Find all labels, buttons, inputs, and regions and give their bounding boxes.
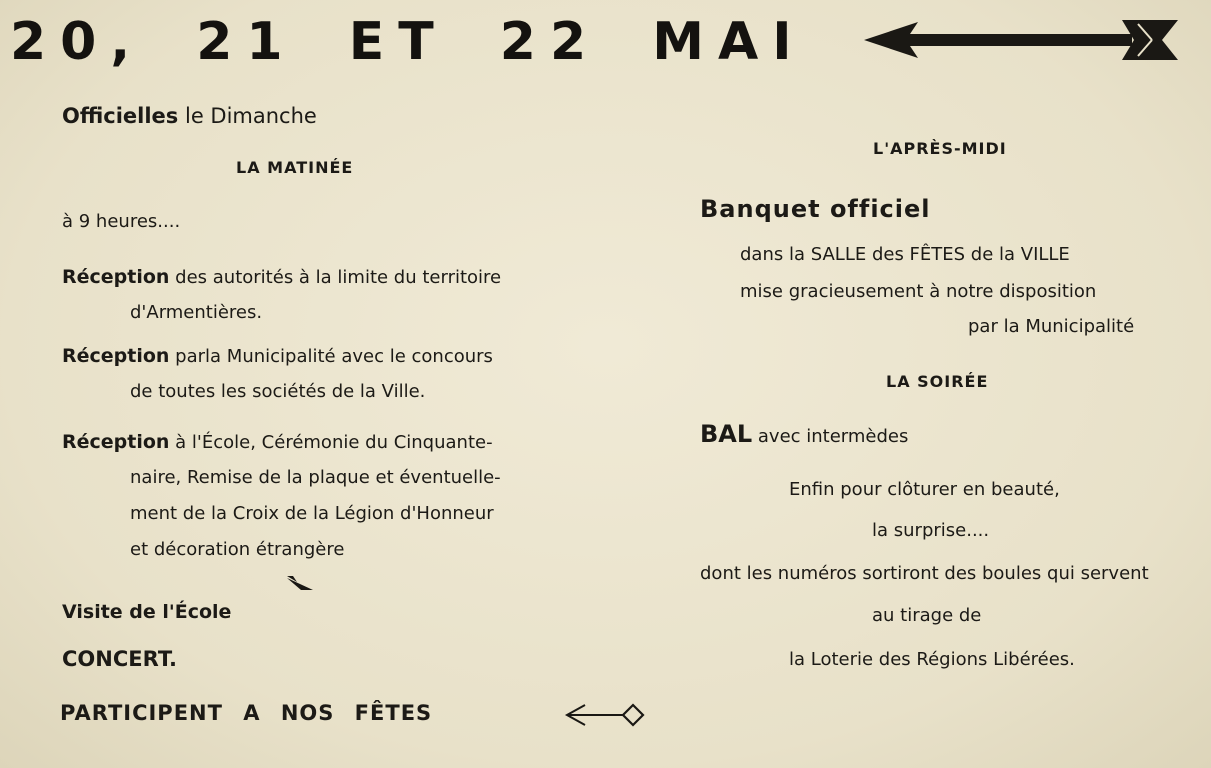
- officielles-line: [62, 104, 317, 128]
- closing-line-4: au tirage de: [872, 605, 982, 626]
- bal-text: avec intermèdes: [752, 426, 909, 447]
- banquet-line-1: dans la SALLE des FÊTES de la VILLE: [740, 244, 1070, 265]
- bal-label: BAL: [700, 420, 753, 448]
- time-text: à 9 heures....: [62, 211, 181, 232]
- reception-label: Réception: [62, 431, 170, 453]
- closing-line-1: Enfin pour clôturer en beauté,: [789, 479, 1060, 500]
- reception-3-line-4: et décoration étrangère: [130, 539, 345, 560]
- reception-text: parla Municipalité avec le concours: [169, 346, 493, 367]
- bal-line: [700, 420, 908, 448]
- banquet-line-2: mise gracieusement à notre disposition: [740, 281, 1097, 302]
- left-arrow-diamond-icon: [563, 699, 647, 731]
- banquet-heading: Banquet officiel: [700, 195, 931, 223]
- reception-text: à l'École, Cérémonie du Cinquante-: [169, 432, 493, 453]
- reception-1-line-2: d'Armentières.: [130, 302, 263, 323]
- matinee-heading: LA MATINÉE: [236, 158, 354, 177]
- officielles-label: Officielles: [62, 104, 179, 128]
- apres-midi-heading: L'APRÈS-MIDI: [873, 139, 1007, 158]
- reception-2-line-2: de toutes les sociétés de la Ville.: [130, 381, 426, 402]
- left-arrow-icon: [862, 16, 1182, 64]
- reception-label: Réception: [62, 266, 170, 288]
- concert-text: CONCERT.: [62, 647, 177, 671]
- participent-text: PARTICIPENT A NOS FÊTES: [60, 701, 433, 725]
- reception-3-line-2: naire, Remise de la plaque et éventuelle-: [130, 467, 501, 488]
- dimanche-label: le Dimanche: [178, 104, 317, 128]
- reception-label: Réception: [62, 345, 170, 367]
- closing-line-2: la surprise....: [872, 520, 990, 541]
- reception-2-line-1: [62, 345, 493, 367]
- reception-3-line-1: [62, 431, 493, 453]
- reception-text: des autorités à la limite du territoire: [169, 267, 502, 288]
- event-dates: 20, 21 ET 22 MAI: [10, 12, 806, 72]
- soiree-heading: LA SOIRÉE: [886, 372, 989, 391]
- closing-line-5: la Loterie des Régions Libérées.: [789, 649, 1075, 670]
- reception-3-line-3: ment de la Croix de la Légion d'Honneur: [130, 503, 494, 524]
- closing-line-3: dont les numéros sortiront des boules qui servent: [700, 563, 1149, 584]
- triangle-mark-icon: [285, 574, 315, 592]
- reception-1-line-1: [62, 266, 501, 288]
- banquet-line-3: par la Municipalité: [968, 316, 1135, 337]
- visite-text: Visite de l'École: [62, 601, 232, 623]
